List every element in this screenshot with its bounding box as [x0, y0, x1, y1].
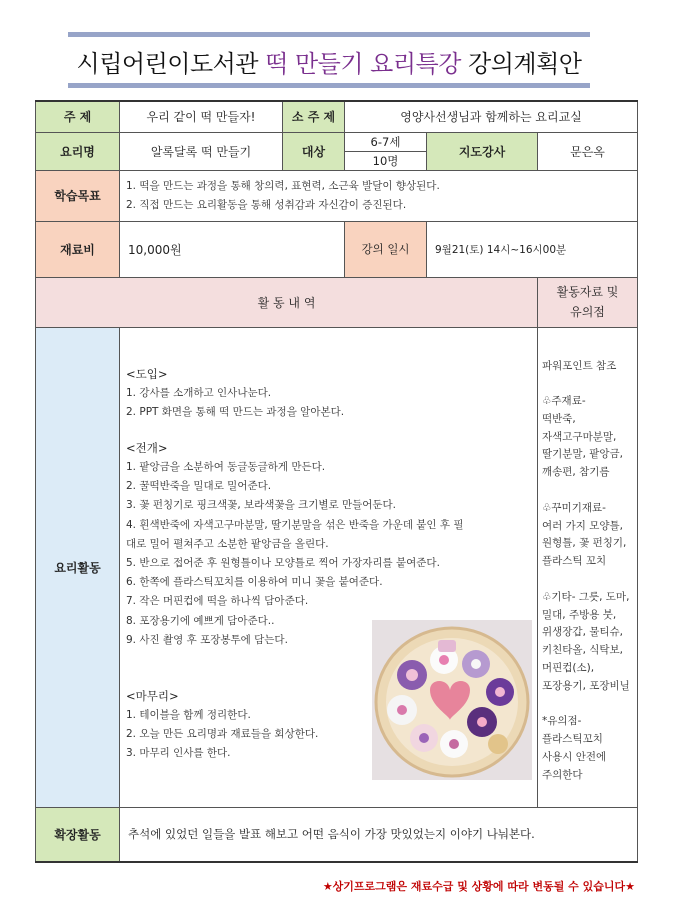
goals-label: 학습목표 [36, 170, 120, 221]
wrap-step: 1. 테이블을 함께 정리한다. [126, 708, 251, 721]
instructor-value: 문은옥 [538, 132, 638, 170]
row-dish [36, 132, 638, 170]
side-header-line: 유의점 [570, 305, 605, 319]
side-deco-item: 원형틀, 꽃 펀칭기, [542, 537, 627, 550]
dev-step: 3. 꽃 펀칭기로 핑크색꽃, 보라색꽃을 크기별로 만들어둔다. [126, 499, 397, 512]
side-etc-item: 위생장갑, 물티슈, [542, 626, 624, 639]
footer-note: ★상기프로그램은 재료수급 및 상황에 따라 변동될 수 있습니다★ [322, 880, 635, 893]
activity-content [120, 327, 538, 807]
target-count: 10명 [372, 153, 399, 168]
side-header-line: 활동자료 및 [556, 285, 619, 299]
side-etc-item: 머핀컵(소), [542, 662, 595, 675]
intro-step: 1. 강사를 소개하고 인사나눈다. [126, 386, 272, 399]
goal-item: 2. 직접 만드는 요리활동을 통해 성취감과 자신감이 증진된다. [126, 198, 407, 211]
wrap-step: 3. 마무리 인사를 한다. [126, 747, 231, 760]
sub-theme-label: 소 주 제 [283, 101, 345, 132]
date-value: 9월21(토) 14시~16시00분 [427, 221, 638, 277]
row-extension [36, 807, 638, 862]
fee-label: 재료비 [36, 221, 120, 277]
row-theme [36, 101, 638, 132]
extension-label: 확장활동 [36, 807, 120, 862]
dev-step: 4. 흰색반죽에 자색고구마분말, 딸기분말을 섞은 반죽을 가운데 붙인 후 필 [126, 518, 464, 531]
instructor-label: 지도강사 [427, 132, 538, 170]
side-etc-title: ♧기타- 그릇, 도마, [542, 590, 630, 603]
side-main-item: 딸기분말, 팥앙금, [542, 448, 624, 461]
row-goals [36, 170, 638, 221]
dish-label: 요리명 [36, 132, 120, 170]
side-caution-item: 플라스틱꼬치 [542, 733, 603, 746]
dev-step: 9. 사진 촬영 후 포장봉투에 담는다. [126, 633, 288, 646]
theme-value: 우리 같이 떡 만들자! [120, 101, 283, 132]
side-main-item: 깨송편, 참기름 [542, 466, 610, 479]
side-main-title: ♧주재료- [542, 395, 586, 408]
side-caution-item: 사용시 안전에 [542, 751, 607, 764]
activity-label: 요리활동 [36, 327, 120, 807]
goal-item: 1. 떡을 만드는 과정을 통해 창의력, 표현력, 소근육 발달이 향상된다. [126, 179, 440, 192]
title-prefix: 시립어린이도서관 [76, 50, 259, 78]
theme-label: 주 제 [36, 101, 120, 132]
activity-side-notes [538, 327, 638, 807]
wrap-title: <마무리> [126, 688, 179, 703]
dev-step: 6. 한쪽에 플라스틱꼬치를 이용하여 미니 꽃을 붙여준다. [126, 576, 383, 589]
intro-title: <도입> [126, 366, 168, 381]
extension-value: 추석에 있었던 일들을 발표 해보고 어떤 음식이 가장 맛있었는지 이야기 나눠본다. [120, 807, 638, 862]
dev-title: <전개> [126, 440, 168, 455]
fee-value: 10,000원 [120, 221, 345, 277]
title-accent: 떡 만들기 요리특강 [265, 50, 461, 78]
side-caution-title: *유의점- [542, 715, 582, 728]
sub-theme-value: 영양사선생님과 함께하는 요리교실 [345, 101, 638, 132]
side-main-item: 떡반죽, [542, 412, 576, 425]
row-fee [36, 221, 638, 277]
side-etc-item: 밀대, 주방용 붓, [542, 608, 617, 621]
page-title [68, 44, 590, 79]
row-activity-header [36, 277, 638, 327]
title-banner [68, 32, 590, 88]
dev-step: 8. 포장용기에 예쁘게 담아준다.. [126, 614, 275, 627]
target-value [345, 132, 427, 170]
lesson-plan-table [35, 100, 638, 863]
side-etc-item: 키친타올, 식탁보, [542, 644, 624, 657]
side-main-item: 자색고구마분말, [542, 430, 617, 443]
side-deco-item: 여러 가지 모양틀, [542, 519, 624, 532]
side-caution-item: 주의한다 [542, 768, 583, 781]
side-deco-item: 플라스틱 꼬치 [542, 555, 607, 568]
rice-cake-photo [372, 620, 532, 780]
side-deco-title: ♧꾸미기재료- [542, 501, 606, 514]
target-label: 대상 [283, 132, 345, 170]
dev-step: 5. 반으로 접어준 후 원형틀이나 모양틀로 찍어 가장자리를 붙여준다. [126, 556, 440, 569]
date-label: 강의 일시 [345, 221, 427, 277]
side-ppt: 파워포인트 참조 [542, 359, 617, 372]
goals-value [120, 170, 638, 221]
target-age: 6-7세 [345, 133, 426, 152]
side-etc-item: 포장용기, 포장비닐 [542, 679, 630, 692]
dev-step: 대로 밀어 펼쳐주고 소분한 팥앙금을 올린다. [126, 537, 329, 550]
dev-step: 1. 팥앙금을 소분하여 동글동글하게 만든다. [126, 460, 326, 473]
wrap-step: 2. 오늘 만든 요리명과 재료들을 회상한다. [126, 728, 319, 741]
row-activity [36, 327, 638, 807]
dev-step: 7. 작은 머핀컵에 떡을 하나씩 담아준다. [126, 595, 309, 608]
intro-step: 2. PPT 화면을 통해 떡 만드는 과정을 알아본다. [126, 405, 345, 418]
title-suffix: 강의계획안 [468, 50, 582, 78]
activity-header-title: 활 동 내 역 [36, 277, 538, 327]
dev-step: 2. 꿀떡반죽을 밀대로 밀어준다. [126, 480, 272, 493]
activity-header-side [538, 277, 638, 327]
dish-value: 알록달록 떡 만들기 [120, 132, 283, 170]
